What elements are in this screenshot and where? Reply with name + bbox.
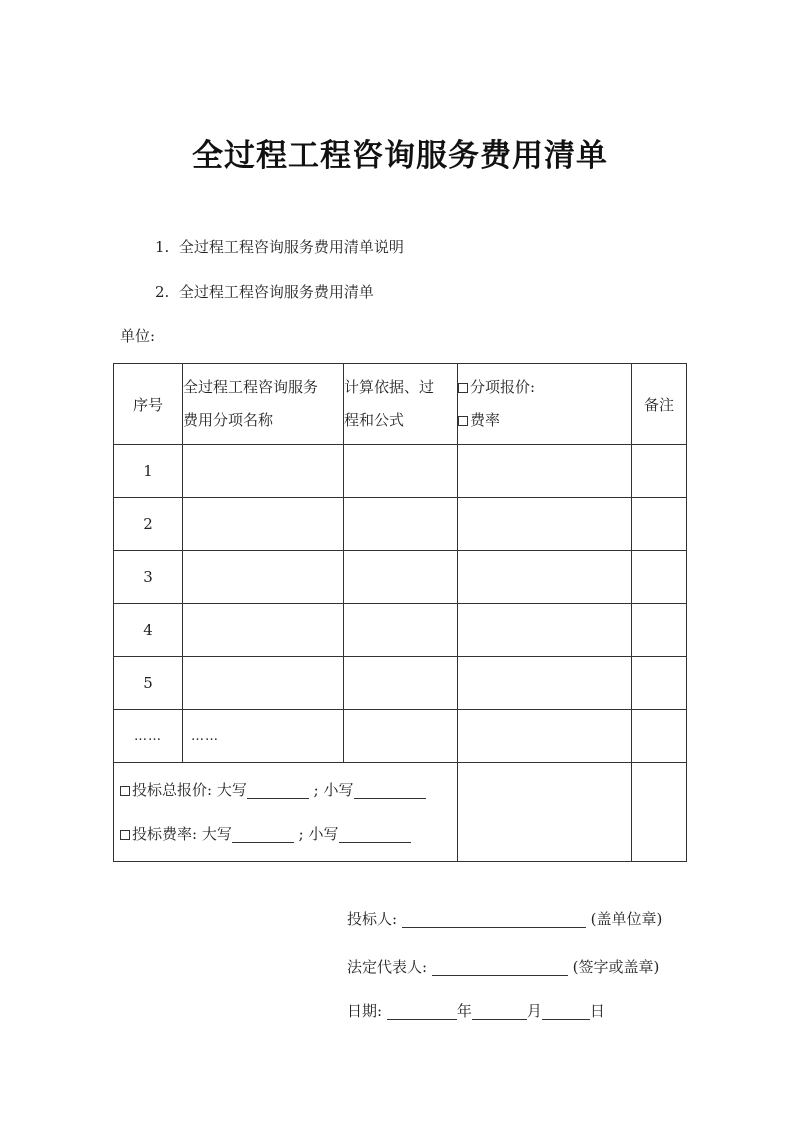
row-price-cell[interactable]	[458, 445, 632, 498]
rate-option-label: 费率	[470, 411, 501, 429]
list-number: 1.	[155, 238, 170, 256]
row-seq: 5	[114, 657, 183, 710]
total-rate-line	[114, 812, 457, 856]
row-seq: 3	[114, 551, 183, 604]
list-item-2	[155, 281, 374, 302]
header-seq: 序号	[114, 364, 183, 445]
row-price-cell[interactable]	[458, 551, 632, 604]
row-seq: 2	[114, 498, 183, 551]
row-name-cell[interactable]	[183, 551, 344, 604]
header-remark: 备注	[632, 364, 687, 445]
row-name-cell[interactable]	[183, 498, 344, 551]
row-name-cell[interactable]	[183, 604, 344, 657]
header-price	[458, 364, 632, 445]
separator: ;	[298, 825, 304, 843]
legal-rep-note: (签字或盖章)	[572, 958, 660, 976]
table-row	[114, 445, 687, 498]
row-price-cell[interactable]	[458, 498, 632, 551]
day-blank[interactable]	[542, 1004, 590, 1020]
row-remark-cell[interactable]	[632, 551, 687, 604]
date-line	[347, 1000, 605, 1021]
row-remark-cell[interactable]	[632, 498, 687, 551]
upper-case-blank[interactable]	[247, 783, 309, 799]
row-name-cell[interactable]	[183, 657, 344, 710]
header-item-name-line2: 费用分项名称	[183, 411, 274, 429]
header-item-name-line1: 全过程工程咨询服务	[183, 378, 319, 396]
list-item-1	[155, 236, 404, 257]
row-name-cell[interactable]: ……	[183, 710, 344, 763]
price-option-label: 分项报价:	[470, 378, 536, 396]
total-row	[114, 763, 687, 862]
year-label: 年	[456, 1002, 472, 1020]
checkbox-icon[interactable]	[120, 830, 130, 840]
date-label: 日期:	[347, 1002, 383, 1020]
total-remark-cell[interactable]	[632, 763, 687, 862]
lower-case-label: 小写	[323, 781, 354, 799]
checkbox-icon[interactable]	[458, 383, 468, 393]
row-basis-cell[interactable]	[344, 710, 458, 763]
total-rate-label: 投标费率:	[132, 825, 198, 843]
row-seq: 1	[114, 445, 183, 498]
row-remark-cell[interactable]	[632, 604, 687, 657]
row-basis-cell[interactable]	[344, 445, 458, 498]
lower-case-blank[interactable]	[339, 827, 411, 843]
unit-label: 单位:	[120, 327, 156, 345]
document-title: 全过程工程咨询服务费用清单	[192, 138, 608, 174]
month-blank[interactable]	[472, 1004, 527, 1020]
row-seq: 4	[114, 604, 183, 657]
row-basis-cell[interactable]	[344, 604, 458, 657]
legal-rep-blank[interactable]	[432, 960, 568, 976]
upper-case-label: 大写	[216, 781, 247, 799]
header-basis-line1: 计算依据、过	[344, 378, 435, 396]
month-label: 月	[526, 1002, 542, 1020]
separator: ;	[313, 781, 319, 799]
checkbox-icon[interactable]	[458, 416, 468, 426]
lower-case-label: 小写	[308, 825, 339, 843]
table-row	[114, 710, 687, 763]
row-basis-cell[interactable]	[344, 498, 458, 551]
total-price-value-cell[interactable]	[458, 763, 632, 862]
row-seq: ……	[114, 710, 183, 763]
header-basis-line2: 程和公式	[344, 411, 405, 429]
row-remark-cell[interactable]	[632, 657, 687, 710]
header-row	[114, 364, 687, 445]
row-name-cell[interactable]	[183, 445, 344, 498]
row-basis-cell[interactable]	[344, 657, 458, 710]
bidder-blank[interactable]	[402, 912, 586, 928]
list-number: 2.	[155, 283, 170, 301]
bidder-label: 投标人:	[347, 910, 398, 928]
legal-rep-line	[347, 956, 659, 977]
bidder-note: (盖单位章)	[590, 910, 663, 928]
day-label: 日	[589, 1002, 605, 1020]
table-row	[114, 551, 687, 604]
row-basis-cell[interactable]	[344, 551, 458, 604]
upper-case-blank[interactable]	[232, 827, 294, 843]
year-blank[interactable]	[387, 1004, 457, 1020]
bidder-line	[347, 908, 662, 929]
row-remark-cell[interactable]	[632, 445, 687, 498]
total-price-line	[114, 768, 457, 812]
row-price-cell[interactable]	[458, 657, 632, 710]
table-row	[114, 604, 687, 657]
list-text: 全过程工程咨询服务费用清单说明	[178, 238, 404, 256]
upper-case-label: 大写	[201, 825, 232, 843]
total-price-label: 投标总报价:	[132, 781, 213, 799]
header-basis	[344, 364, 458, 445]
row-remark-cell[interactable]	[632, 710, 687, 763]
checkbox-icon[interactable]	[120, 786, 130, 796]
table-row	[114, 498, 687, 551]
price-option-item[interactable]	[458, 371, 631, 404]
legal-rep-label: 法定代表人:	[347, 958, 428, 976]
list-text: 全过程工程咨询服务费用清单	[178, 283, 374, 301]
total-cell	[114, 763, 458, 862]
table-row	[114, 657, 687, 710]
rate-option-item[interactable]	[458, 404, 631, 437]
lower-case-blank[interactable]	[354, 783, 426, 799]
row-price-cell[interactable]	[458, 604, 632, 657]
row-price-cell[interactable]	[458, 710, 632, 763]
header-item-name	[183, 364, 344, 445]
fee-table	[113, 363, 687, 862]
